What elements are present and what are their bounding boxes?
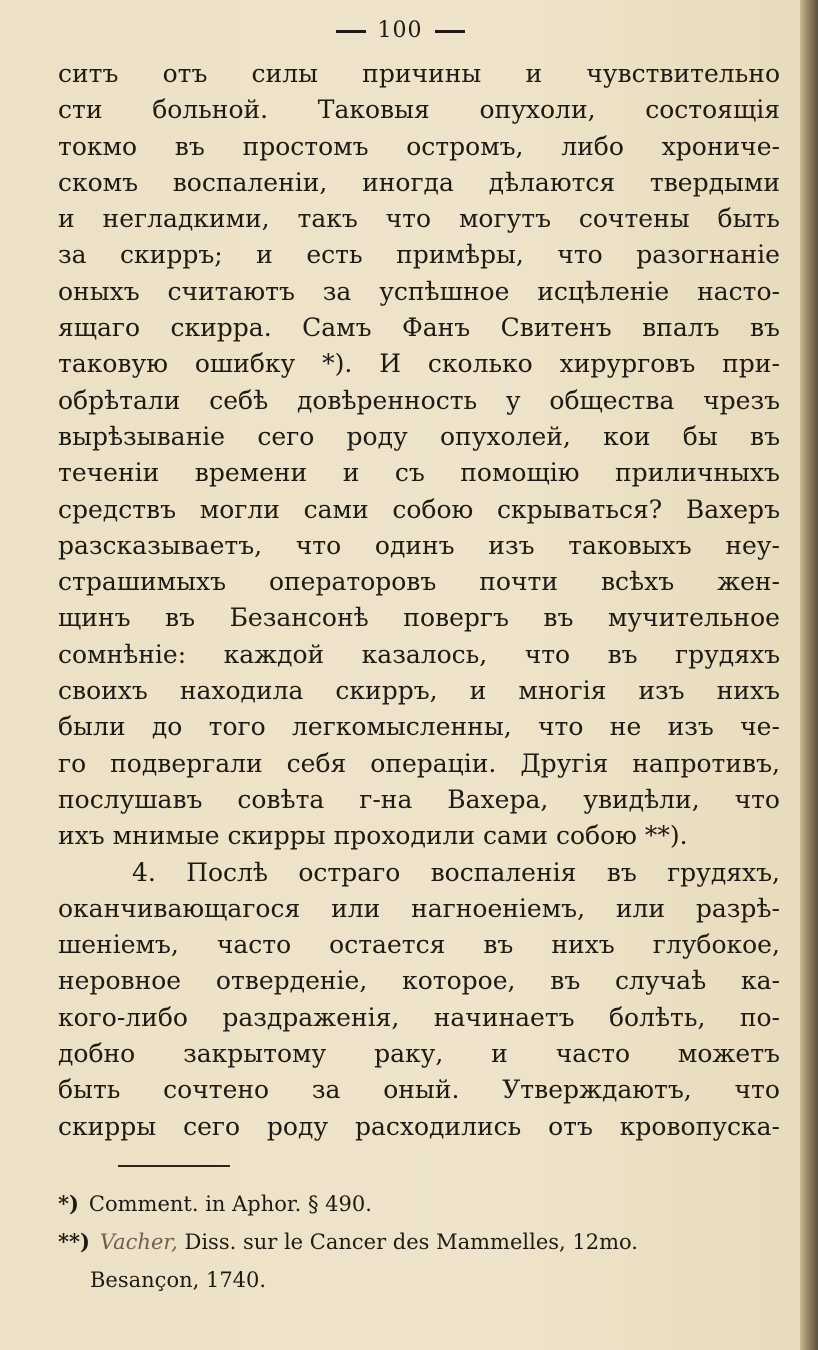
word: съ xyxy=(394,458,425,488)
text-line xyxy=(58,1072,780,1108)
word: сего xyxy=(183,1111,241,1141)
word: легкомысленны, xyxy=(292,712,512,742)
word: Свитенъ xyxy=(500,313,612,343)
text-line xyxy=(58,419,780,455)
word: одинъ xyxy=(374,530,455,560)
word: шеніемъ, xyxy=(58,930,179,960)
word: иногда xyxy=(362,167,454,197)
word: въ xyxy=(606,857,637,887)
text-line xyxy=(58,600,780,636)
word: воспаленіи, xyxy=(172,167,328,197)
text-line xyxy=(58,492,780,528)
text-line xyxy=(58,92,780,128)
word: состоящія xyxy=(645,95,780,125)
word: исцѣленіе xyxy=(537,276,670,306)
word: въ xyxy=(543,603,574,633)
word: всѣхъ xyxy=(600,567,675,597)
word: себѣ xyxy=(209,385,269,415)
word: воспаленія xyxy=(430,857,577,887)
word: раку, xyxy=(374,1039,444,1069)
text-line xyxy=(58,673,780,709)
footnote-2-text: Diss. sur le Cancer des Mammelles, 12mo. xyxy=(184,1230,638,1254)
word: Таковыя xyxy=(317,95,430,125)
word: операціи. xyxy=(370,748,497,778)
text-line xyxy=(58,201,780,237)
word: можетъ xyxy=(677,1039,780,1069)
word: за xyxy=(311,1075,341,1105)
word: каждой xyxy=(223,639,325,669)
word: не xyxy=(609,712,642,742)
word: въ xyxy=(749,313,780,343)
word: скрываться? xyxy=(497,494,663,524)
word: почти xyxy=(479,567,558,597)
word: могутъ xyxy=(458,204,551,234)
word: что xyxy=(538,712,584,742)
word: отъ xyxy=(548,1111,593,1141)
word: изъ xyxy=(667,712,714,742)
word: казалось, xyxy=(361,639,488,669)
body-text xyxy=(58,56,780,1145)
word: расходились xyxy=(354,1111,522,1141)
text-line xyxy=(58,1109,780,1145)
footnote-1-mark: *) xyxy=(58,1191,79,1216)
text-line xyxy=(58,564,780,600)
word: и xyxy=(58,204,75,234)
word: сомнѣніе: xyxy=(58,639,187,669)
word: считаютъ xyxy=(167,276,295,306)
word: таковую xyxy=(58,349,168,379)
word: Утверждаютъ, xyxy=(502,1075,692,1105)
word: кровопуска- xyxy=(619,1111,780,1141)
word: что xyxy=(295,530,342,560)
word: скомъ xyxy=(58,167,139,197)
word: опухолей, xyxy=(440,421,571,451)
text-line xyxy=(58,782,780,818)
word: Послѣ xyxy=(186,857,268,887)
word: 4. xyxy=(132,857,156,887)
text-line xyxy=(58,455,780,491)
word: ошибку xyxy=(194,349,296,379)
word: сего xyxy=(257,421,315,451)
word: Другія xyxy=(520,748,609,778)
word: *). xyxy=(322,349,353,379)
word: нихъ xyxy=(716,676,780,706)
word: скирра. xyxy=(170,313,272,343)
word: отъ xyxy=(162,59,208,88)
word: операторовъ xyxy=(268,567,437,597)
word: помощію xyxy=(460,458,580,488)
word: го xyxy=(58,748,87,778)
word: могли xyxy=(199,494,280,524)
word: которое, xyxy=(402,966,516,996)
word: Вахера, xyxy=(447,784,549,814)
text-line xyxy=(58,709,780,745)
word: и xyxy=(469,676,487,706)
word: времени xyxy=(194,458,308,488)
word: глубокое, xyxy=(652,930,780,960)
paragraph-start-line xyxy=(58,855,780,891)
word: у xyxy=(505,385,521,415)
word: что xyxy=(557,240,603,270)
word: разсказываетъ, xyxy=(58,530,263,560)
word: многія xyxy=(518,676,607,706)
word: опухоли, xyxy=(479,95,596,125)
footnote-1 xyxy=(58,1185,780,1223)
word: изъ xyxy=(488,530,535,560)
word: скирры xyxy=(58,1111,157,1141)
footnote-2 xyxy=(58,1223,780,1261)
word: ситъ xyxy=(58,59,119,88)
word: подвергали xyxy=(110,748,263,778)
word: такъ xyxy=(297,204,358,234)
word: токмо xyxy=(58,131,138,161)
word: кои xyxy=(603,421,651,451)
word: либо xyxy=(561,131,624,161)
word: грудяхъ xyxy=(675,639,780,669)
word: и xyxy=(491,1039,508,1069)
word: и xyxy=(342,458,360,488)
text-line xyxy=(58,1000,780,1036)
word: средствъ xyxy=(58,494,177,524)
text-line xyxy=(58,963,780,999)
footnote-2-author: Vacher, xyxy=(99,1230,178,1254)
word: хирурговъ xyxy=(559,349,696,379)
word: оканчивающагося xyxy=(58,893,301,923)
word: че- xyxy=(740,712,780,742)
word: въ xyxy=(174,131,205,161)
word: изъ xyxy=(638,676,685,706)
word: напротивъ, xyxy=(632,748,780,778)
word: чувствительно xyxy=(586,59,780,88)
word: насто- xyxy=(697,276,780,306)
word: отверденіе, xyxy=(215,966,368,996)
text-line xyxy=(58,56,780,92)
word: вырѣзываніе xyxy=(58,421,226,451)
word: ка- xyxy=(740,966,780,996)
word: остраго xyxy=(298,857,401,887)
word: ящаго xyxy=(58,313,141,343)
word: неровное xyxy=(58,966,182,996)
word: послушавъ xyxy=(58,784,203,814)
word: хрониче- xyxy=(661,131,780,161)
text-line xyxy=(58,891,780,927)
word: причины xyxy=(362,59,482,88)
word: грудяхъ, xyxy=(667,857,780,887)
word: твердыми xyxy=(649,167,780,197)
word: неу- xyxy=(725,530,780,560)
word: разрѣ- xyxy=(695,893,780,923)
word: и xyxy=(525,59,543,88)
text-line xyxy=(58,637,780,673)
word: въ xyxy=(750,421,780,451)
word: часто xyxy=(216,930,292,960)
word: по- xyxy=(739,1002,780,1032)
word: случаѣ xyxy=(615,966,707,996)
text-line xyxy=(58,927,780,963)
word: въ xyxy=(483,930,514,960)
word: себя xyxy=(286,748,347,778)
word: часто xyxy=(555,1039,631,1069)
word: оныхъ xyxy=(58,276,140,306)
word: закрытому xyxy=(183,1039,327,1069)
word: сами xyxy=(303,494,369,524)
footnote-rule xyxy=(118,1165,230,1167)
header-dash-right xyxy=(435,30,465,33)
word: страшимыхъ xyxy=(58,567,226,597)
word: Самъ xyxy=(302,313,372,343)
word: повергъ xyxy=(403,603,509,633)
word: Фанъ xyxy=(401,313,471,343)
word: сколько xyxy=(427,349,533,379)
word: остается xyxy=(329,930,446,960)
word: оный. xyxy=(383,1075,460,1105)
word: таковыхъ xyxy=(568,530,692,560)
word: быть xyxy=(58,1075,121,1105)
text-line xyxy=(58,310,780,346)
word: довѣренность xyxy=(296,385,478,415)
word: совѣта xyxy=(237,784,325,814)
word: роду xyxy=(266,1111,329,1141)
word: сти xyxy=(58,95,103,125)
word: за xyxy=(322,276,352,306)
word: въ xyxy=(607,639,638,669)
footnotes xyxy=(58,1185,780,1299)
footnote-1-text: Comment. in Aphor. § 490. xyxy=(88,1192,372,1216)
word: при- xyxy=(722,349,780,379)
word: дѣлаются xyxy=(488,167,616,197)
text-line xyxy=(58,129,780,165)
word: успѣшное xyxy=(379,276,510,306)
word: приличныхъ xyxy=(614,458,780,488)
word: собою xyxy=(392,494,474,524)
word: Вахеръ xyxy=(685,494,780,524)
word: кого-либо xyxy=(58,1002,188,1032)
word: чрезъ xyxy=(703,385,780,415)
word: въ xyxy=(550,966,581,996)
word: остромъ, xyxy=(406,131,524,161)
word: нихъ xyxy=(551,930,615,960)
footnote-2-mark: **) xyxy=(58,1229,90,1254)
text-line xyxy=(58,274,780,310)
word: обрѣтали xyxy=(58,385,181,415)
word: разогнаніе xyxy=(636,240,780,270)
word: или xyxy=(331,893,381,923)
word: примѣры, xyxy=(396,240,524,270)
word: что xyxy=(734,784,780,814)
footnote-2-continuation: Besançon, 1740. xyxy=(90,1268,267,1292)
word: болѣть, xyxy=(608,1002,706,1032)
word: сочтены xyxy=(578,204,690,234)
page-number: 100 xyxy=(377,18,423,43)
word: въ xyxy=(165,603,196,633)
text-line: ихъ мнимые скирры проходили сами собою **). xyxy=(58,821,688,851)
word: мучительное xyxy=(607,603,780,633)
word: нагноеніемъ, xyxy=(411,893,586,923)
word: что xyxy=(734,1075,780,1105)
word: жен- xyxy=(717,567,780,597)
text-line xyxy=(58,237,780,273)
word: были xyxy=(58,712,126,742)
word: находила xyxy=(179,676,304,706)
word: или xyxy=(615,893,666,923)
word: негладкими, xyxy=(102,204,270,234)
word: теченіи xyxy=(58,458,160,488)
word: за xyxy=(58,240,87,270)
word: впалъ xyxy=(642,313,720,343)
word: скирръ; xyxy=(120,240,223,270)
word: бы xyxy=(682,421,718,451)
text-line xyxy=(58,383,780,419)
word: своихъ xyxy=(58,676,148,706)
word: роду xyxy=(346,421,408,451)
word: что xyxy=(385,204,432,234)
word: сочтено xyxy=(163,1075,270,1105)
word: что xyxy=(524,639,571,669)
word: Безансонѣ xyxy=(229,603,369,633)
word: быть xyxy=(717,204,780,234)
word: увидѣли, xyxy=(583,784,700,814)
word: добно xyxy=(58,1039,136,1069)
word: скирръ, xyxy=(335,676,438,706)
text-line xyxy=(58,528,780,564)
word: общества xyxy=(549,385,675,415)
word: есть xyxy=(306,240,363,270)
text-line xyxy=(58,746,780,782)
word: больной. xyxy=(152,95,269,125)
text-line xyxy=(58,1036,780,1072)
word: того xyxy=(208,712,266,742)
word: начинаетъ xyxy=(433,1002,575,1032)
word: г-на xyxy=(359,784,413,814)
word: до xyxy=(151,712,183,742)
word: силы xyxy=(251,59,318,88)
header-dash-left xyxy=(336,30,366,33)
text-line xyxy=(58,346,780,382)
word: И xyxy=(379,349,401,379)
word: и xyxy=(256,240,273,270)
word: простомъ xyxy=(242,131,369,161)
word: щинъ xyxy=(58,603,131,633)
page-edge-shadow xyxy=(800,0,818,1350)
page-header xyxy=(0,18,800,43)
text-line xyxy=(58,165,780,201)
word: раздраженія, xyxy=(222,1002,400,1032)
